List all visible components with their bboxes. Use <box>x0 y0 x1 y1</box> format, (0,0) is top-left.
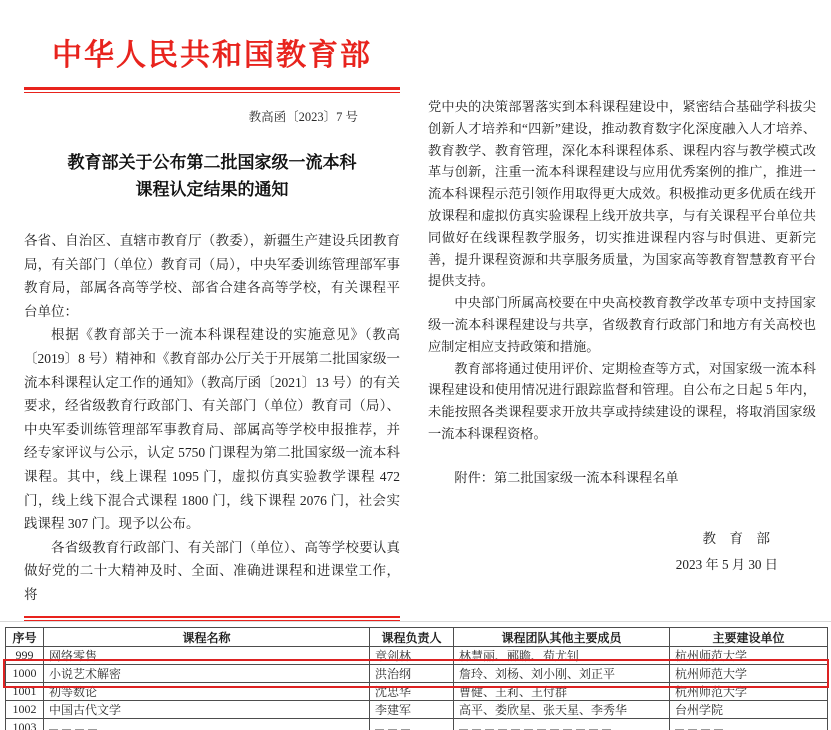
body-paragraph: 根据《教育部关于一流本科课程建设的实施意见》（教高〔2019〕8 号）精神和《教育部办公厅关于开展第二批国家级一流本科课程认定工作的通知》（教高厅函〔2021〕13 号）的有关要求，经省级教育行政部门、有关部门（单位）教育司（局）、中央军委训练管理部军事教育局、部属高等学校申报推荐，并经专家评议与公示，认定 5750 门课程为第二批国家级一流本科课程。其中，线上课程 1095 门，虚拟仿真实验教学课程 472 门，线上线下混合式课程 1800 门，线下课程 2076 门，社会实践课程 307 门。现予以公布。 <box>24 327 400 532</box>
signature-issuer: 教 育 部 <box>702 530 770 546</box>
row-highlight-box <box>3 659 829 688</box>
document-column-left <box>24 0 400 622</box>
table-column-header: 课程团队其他主要成员 <box>454 628 670 647</box>
table-cell <box>44 719 370 730</box>
table-header-row <box>6 628 828 647</box>
notice-title-line1: 教育部关于公布第二批国家级一流本科 <box>67 153 357 172</box>
table-cell: 李建军 <box>370 701 454 719</box>
table-cell: 曹健、王莉、王付群 <box>454 683 670 701</box>
document-column-right <box>428 0 816 573</box>
table-column-header: 课程负责人 <box>370 628 454 647</box>
signature-date: 2023 年 5 月 30 日 <box>675 556 778 572</box>
body-text-right <box>428 96 816 445</box>
notice-title-line2: 课程认定结果的通知 <box>135 180 289 199</box>
table-cell: 杭州师范大学 <box>670 683 828 701</box>
table-row <box>6 719 828 730</box>
table-cell: 洪治纲 <box>370 665 454 683</box>
body-paragraph: 各省、自治区、直辖市教育厅（教委），新疆生产建设兵团教育局，有关部门（单位）教育司（局），中央军委训练管理部军事教育局，部属各高等学校、部省合建各高等学校，有关课程平台单位： <box>24 233 400 319</box>
table-cell: 网络零售 <box>44 647 370 665</box>
notice-title <box>24 149 400 203</box>
letterhead-double-rule <box>24 87 400 93</box>
table-cell: 高平、娄欣星、张天星、李秀华 <box>454 701 670 719</box>
table-cell: 詹玲、刘杨、刘小刚、刘正平 <box>454 665 670 683</box>
table-cell <box>370 719 454 730</box>
table-row <box>6 701 828 719</box>
table-cell: 初等数论 <box>44 683 370 701</box>
table-cell: 林慧丽、郦瞻、荀尤钊 <box>454 647 670 665</box>
letterhead-title: 中华人民共和国教育部 <box>52 39 372 72</box>
table-cell: 杭州师范大学 <box>670 665 828 683</box>
table-column-header: 主要建设单位 <box>670 628 828 647</box>
table-cell <box>670 719 828 730</box>
table-top-separator <box>0 621 831 622</box>
body-paragraph: 各省级教育行政部门、有关部门（单位）、高等学校要认真做好党的二十大精神及时、全面、准确进课程和进课堂工作，将 <box>24 539 400 602</box>
table-cell: 杭州师范大学 <box>670 647 828 665</box>
table-cell: 小说艺术解密 <box>44 665 370 683</box>
table-cell: 沈忠华 <box>370 683 454 701</box>
table-cell <box>454 719 670 730</box>
table-cell: 1003 <box>6 719 44 730</box>
attachment-line: 附件：第二批国家级一流本科课程名单 <box>454 469 679 485</box>
table-cell: 999 <box>6 647 44 665</box>
table-column-header: 序号 <box>6 628 44 647</box>
table-cell: 1002 <box>6 701 44 719</box>
document-number: 教高函〔2023〕7 号 <box>248 110 358 124</box>
table-cell: 中国古代文学 <box>44 701 370 719</box>
body-text-left <box>24 229 400 607</box>
table-cell: 台州学院 <box>670 701 828 719</box>
table-column-header: 课程名称 <box>44 628 370 647</box>
table-cell: 1000 <box>6 665 44 683</box>
body-paragraph: 中央部门所属高校要在中央高校教育教学改革专项中支持国家级一流本科课程建设与共享，省级教育行政部门和地方有关高校也应制定相应支持政策和措施。 <box>428 295 816 354</box>
table-cell: 章剑林 <box>370 647 454 665</box>
table-cell: 1001 <box>6 683 44 701</box>
body-paragraph: 教育部将通过使用评价、定期检查等方式，对国家级一流本科课程建设和使用情况进行跟踪监督和管理。自公布之日起 5 年内，未能按照各类课程要求开放共享或持续建设的课程，将取消国家级一流本科课程资格。 <box>428 360 816 441</box>
body-paragraph: 党中央的决策部署落实到本科课程建设中，紧密结合基础学科拔尖创新人才培养和“四新”建设，推动教育数字化深度融入人才培养、教育教学、教育管理，深化本科课程体系、课程内容与教学模式改革与创新，注重一流本科课程建设与应用优秀案例的推广，推进一流本科课程示范引领作用取得更大成效。积极推动更多优质在线开放课程和虚拟仿真实验课程上线开放共享，与有关课程平台单位共同做好在线课程教学服务，切实推进课程内容与时俱进、更新完善，提升课程资源和共享服务质量，为国家高等教育智慧教育平台提供支持。 <box>428 99 816 289</box>
